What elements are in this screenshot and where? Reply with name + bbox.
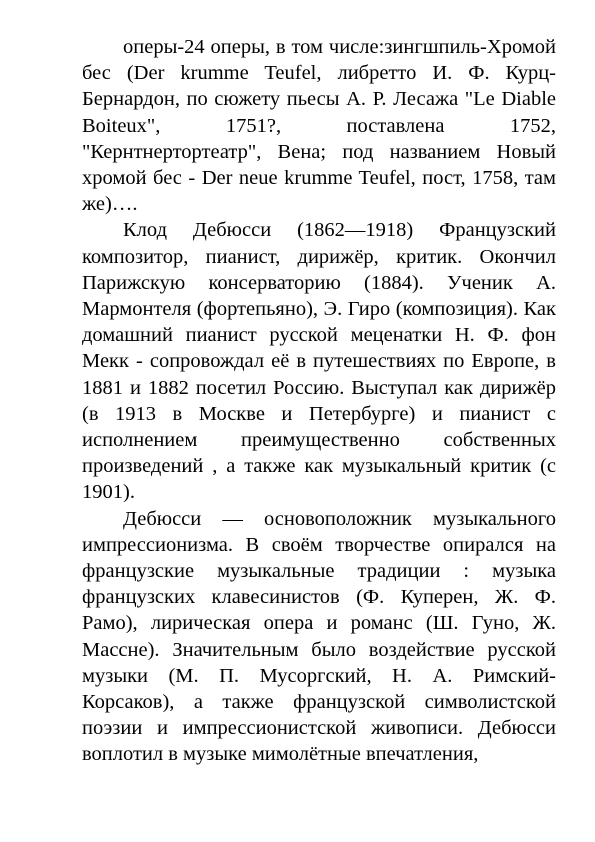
document-page <box>82 34 556 768</box>
paragraph-debussy-impressionism: Дебюсси — основоположник музыкального импрессионизма. В своём творчестве опирался на французские музыкальные традиции : музыка французских клавесинистов (Ф. Куперен, Ж. Ф. Рамо), лирическая опера и романс (Ш. Гуно, Ж. Массне). Значительным было воздействие русской музыки (М. П. Мусоргский, Н. А. Римский-Корсаков), а также французской символистской поэзии и импрессионистской живописи. Дебюсси воплотил в музыке мимолётные впечатления, <box>82 507 556 766</box>
paragraph-debussy-biography: Клод Дебюсси (1862—1918) Французский композитор, пианист, дирижёр, критик. Окончил Парижскую консерваторию (1884). Ученик А. Мармонтеля (фортепьяно), Э. Гиро (композиция). Как домашний пианист русской меценатки Н. Ф. фон Мекк - сопровождал её в путешествиях по Европе, в 1881 и 1882 посетил Россию. Выступал как дирижёр (в 1913 в Москве и Петербурге) и пианист с исполнением преимущественно собственных произведений , а также как музыкальный критик (с 1901). <box>82 219 556 504</box>
paragraph-operas: оперы-24 оперы, в том числе:зингшпиль-Хромой бес (Der krumme Teufel, либретто И. Ф. Курц- Бернардон, по сюжету пьесы А. Р. Лесажа "Le Diable Boiteux", 1751?, поставлена 1752, "Кернтнертортеатр", Вена; под названием Новый хромой бес - Der neue krumme Teufel, пост, 1758, там же)…. <box>82 36 556 216</box>
